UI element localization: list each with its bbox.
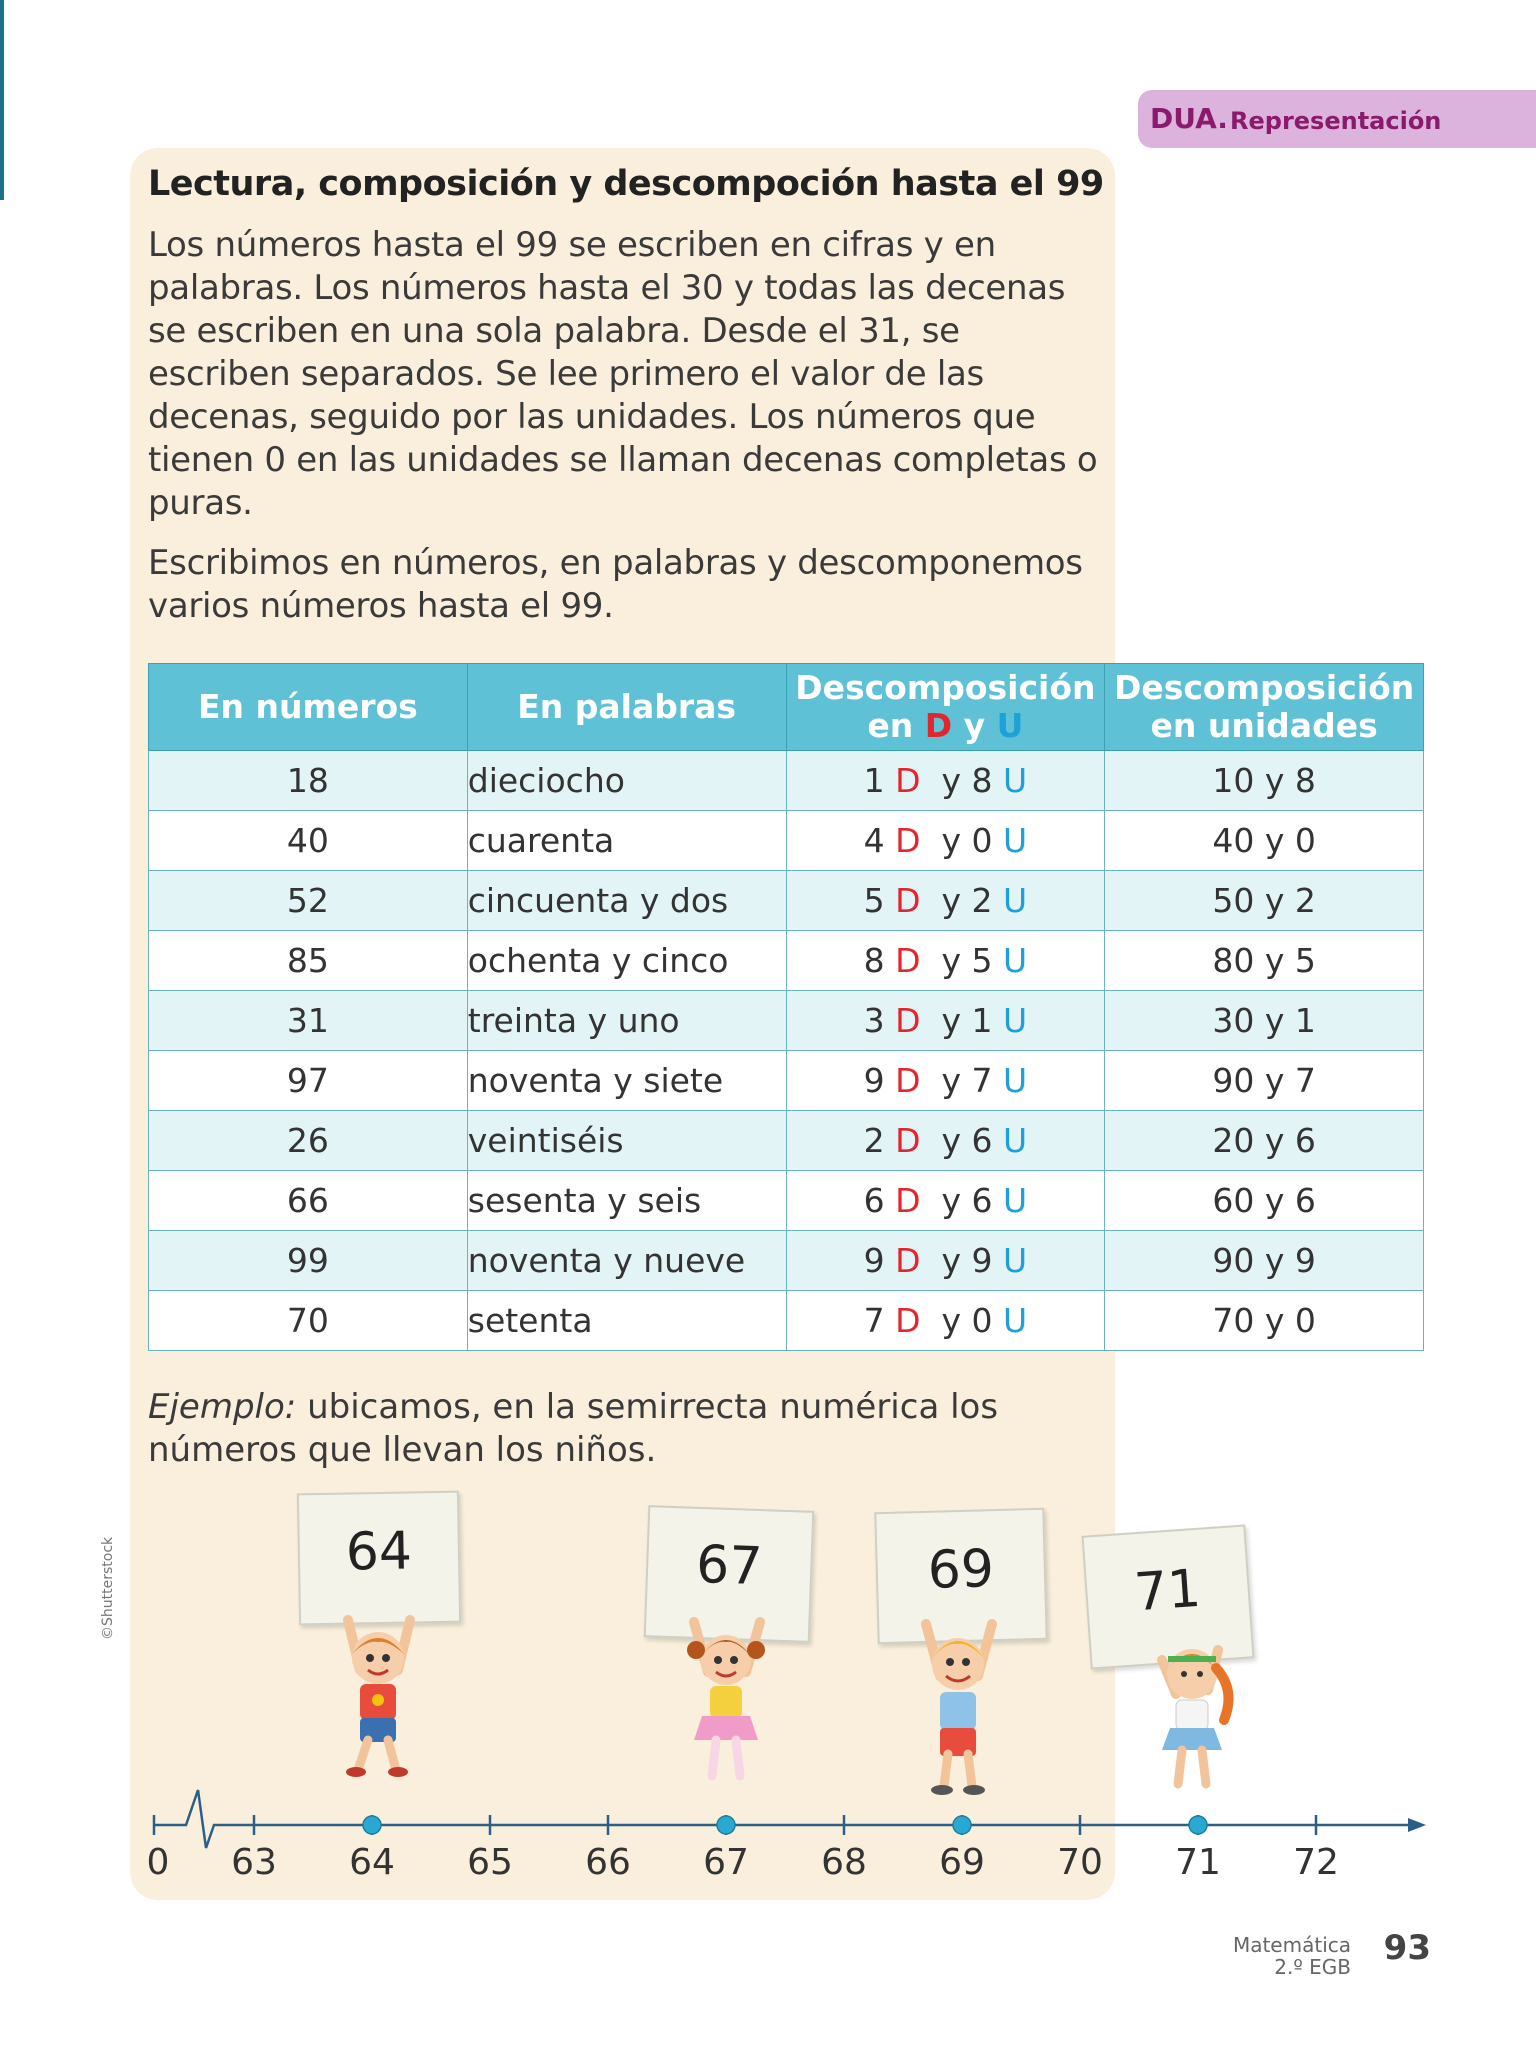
- cell-words: ochenta y cinco: [467, 931, 786, 991]
- header-decomp-du-en: en: [867, 706, 914, 745]
- d-label: D: [895, 1301, 921, 1340]
- numbers-table: [148, 663, 1424, 1351]
- sign-71: 71: [1082, 1524, 1255, 1669]
- u-label: U: [1003, 1301, 1028, 1340]
- cell-decomp-units: 40 y 0: [1105, 811, 1424, 871]
- footer-subject: [1233, 1934, 1351, 1978]
- cell-words: cuarenta: [467, 811, 786, 871]
- cell-words: cincuenta y dos: [467, 871, 786, 931]
- cell-decomp-units: 90 y 9: [1105, 1231, 1424, 1291]
- cell-words: sesenta y seis: [467, 1171, 786, 1231]
- units-value: 6: [971, 1181, 993, 1220]
- y-label: y: [941, 881, 962, 920]
- image-credit: ©Shutterstock: [100, 1536, 116, 1640]
- y-label: y: [941, 1121, 962, 1160]
- tick-label-68: 68: [821, 1842, 867, 1883]
- cell-words: treinta y uno: [467, 991, 786, 1051]
- header-decomp-units-line2: en unidades: [1150, 706, 1378, 745]
- cell-decomp-units: 70 y 0: [1105, 1291, 1424, 1351]
- cell-decomp-du: [786, 751, 1105, 811]
- y-label: y: [941, 1181, 962, 1220]
- dua-tag: [1138, 90, 1536, 148]
- cell-decomp-units: 10 y 8: [1105, 751, 1424, 811]
- header-y-label: y: [963, 706, 986, 745]
- u-label: U: [1003, 1001, 1028, 1040]
- header-d-label: D: [924, 706, 953, 745]
- tick-label-71: 71: [1175, 1842, 1221, 1883]
- example-body: ubicamos, en la semirrecta numérica los números que llevan los niños.: [148, 1387, 999, 1470]
- units-value: 9: [971, 1241, 993, 1280]
- tick-label-65: 65: [467, 1842, 513, 1883]
- marker-64: [363, 1816, 381, 1834]
- cell-decomp-units: 50 y 2: [1105, 871, 1424, 931]
- d-label: D: [895, 1181, 921, 1220]
- cell-number: 99: [149, 1231, 468, 1291]
- cell-words: noventa y siete: [467, 1051, 786, 1111]
- table-row: [149, 871, 1424, 931]
- u-label: U: [1003, 941, 1028, 980]
- cell-decomp-du: [786, 1051, 1105, 1111]
- number-line-group: [154, 1790, 1426, 1848]
- header-decomp-du: [786, 664, 1105, 751]
- table-body: [149, 751, 1424, 1351]
- d-label: D: [895, 1121, 921, 1160]
- tens-value: 9: [863, 1241, 885, 1280]
- units-value: 6: [971, 1121, 993, 1160]
- y-label: y: [941, 1061, 962, 1100]
- y-label: y: [941, 821, 962, 860]
- cell-decomp-units: 90 y 7: [1105, 1051, 1424, 1111]
- table-row: [149, 1291, 1424, 1351]
- units-value: 0: [971, 1301, 993, 1340]
- tens-value: 1: [863, 761, 885, 800]
- tick-label-67: 67: [703, 1842, 749, 1883]
- cell-decomp-du: [786, 1291, 1105, 1351]
- cell-decomp-du: [786, 1171, 1105, 1231]
- table-row: [149, 1231, 1424, 1291]
- kid-illustration-2: [666, 1610, 786, 1790]
- sign-67: 67: [644, 1505, 815, 1643]
- page-edge-line: [0, 0, 4, 200]
- header-decomp-units: [1105, 664, 1424, 751]
- footer-grade: 2.º EGB: [1274, 1955, 1351, 1979]
- cell-decomp-du: [786, 991, 1105, 1051]
- header-words: En palabras: [467, 664, 786, 751]
- cell-number: 18: [149, 751, 468, 811]
- u-label: U: [1003, 821, 1028, 860]
- d-label: D: [895, 1241, 921, 1280]
- cell-number: 26: [149, 1111, 468, 1171]
- d-label: D: [895, 761, 921, 800]
- header-numbers: En números: [149, 664, 468, 751]
- cell-decomp-units: 80 y 5: [1105, 931, 1424, 991]
- cell-number: 66: [149, 1171, 468, 1231]
- u-label: U: [1003, 1061, 1028, 1100]
- sign-69: 69: [874, 1508, 1047, 1644]
- tick-label-zero: 0: [146, 1842, 170, 1883]
- y-label: y: [941, 941, 962, 980]
- tens-value: 4: [863, 821, 885, 860]
- table-row: [149, 931, 1424, 991]
- cell-number: 97: [149, 1051, 468, 1111]
- example-label: Ejemplo:: [148, 1387, 297, 1427]
- kid-illustration-3: [898, 1614, 1018, 1800]
- units-value: 1: [971, 1001, 993, 1040]
- tens-value: 3: [863, 1001, 885, 1040]
- cell-number: 85: [149, 931, 468, 991]
- header-u-label: U: [996, 706, 1024, 745]
- d-label: D: [895, 821, 921, 860]
- units-value: 0: [971, 821, 993, 860]
- cell-decomp-du: [786, 1231, 1105, 1291]
- tick-label-63: 63: [231, 1842, 277, 1883]
- number-line: [0, 1780, 1536, 1850]
- tick-label-72: 72: [1293, 1842, 1339, 1883]
- y-label: y: [941, 1241, 962, 1280]
- table-row: [149, 1171, 1424, 1231]
- cell-decomp-du: [786, 931, 1105, 991]
- u-label: U: [1003, 761, 1028, 800]
- table-row: [149, 811, 1424, 871]
- marker-69: [953, 1816, 971, 1834]
- header-decomp-du-line1: Descomposición: [795, 668, 1096, 707]
- y-label: y: [941, 1001, 962, 1040]
- tens-value: 2: [863, 1121, 885, 1160]
- tens-value: 5: [863, 881, 885, 920]
- cell-words: veintiséis: [467, 1111, 786, 1171]
- units-value: 2: [971, 881, 993, 920]
- units-value: 8: [971, 761, 993, 800]
- page-number: 93: [1383, 1928, 1431, 1968]
- d-label: D: [895, 1001, 921, 1040]
- u-label: U: [1003, 1241, 1028, 1280]
- tens-value: 6: [863, 1181, 885, 1220]
- y-label: y: [941, 1301, 962, 1340]
- kid-illustration-1: [318, 1610, 438, 1780]
- table-row: [149, 991, 1424, 1051]
- footer-subject-name: Matemática: [1232, 1933, 1351, 1957]
- marker-67: [717, 1816, 735, 1834]
- dua-tag-text: Representación: [1230, 107, 1442, 135]
- axis-break: [154, 1790, 1410, 1848]
- cell-decomp-units: 20 y 6: [1105, 1111, 1424, 1171]
- cell-words: dieciocho: [467, 751, 786, 811]
- cell-number: 31: [149, 991, 468, 1051]
- example-text: [148, 1386, 1048, 1472]
- cell-decomp-units: 30 y 1: [1105, 991, 1424, 1051]
- kid-illustration-4: [1132, 1620, 1252, 1800]
- marker-71: [1189, 1816, 1207, 1834]
- cell-number: 52: [149, 871, 468, 931]
- y-label: y: [941, 761, 962, 800]
- d-label: D: [895, 941, 921, 980]
- axis-arrow: [1408, 1818, 1426, 1832]
- tens-value: 9: [863, 1061, 885, 1100]
- u-label: U: [1003, 1121, 1028, 1160]
- table-row: [149, 751, 1424, 811]
- cell-number: 40: [149, 811, 468, 871]
- tick-label-64: 64: [349, 1842, 395, 1883]
- d-label: D: [895, 881, 921, 920]
- u-label: U: [1003, 881, 1028, 920]
- d-label: D: [895, 1061, 921, 1100]
- tens-value: 8: [863, 941, 885, 980]
- instruction-paragraph: Escribimos en números, en palabras y descomponemos varios números hasta el 99.: [148, 543, 1083, 626]
- sign-64: 64: [297, 1491, 461, 1626]
- table-row: [149, 1111, 1424, 1171]
- cell-decomp-units: 60 y 6: [1105, 1171, 1424, 1231]
- intro-paragraph: Los números hasta el 99 se escriben en cifras y en palabras. Los números hasta el 30 y todas las decenas se escriben en una sola palabra. Desde el 31, se escriben separados. Se lee primero el valor de las decenas, seguido por las unidades. Los números que tienen 0 en las unidades se llaman decenas completas o puras.: [148, 225, 1098, 523]
- table-row: [149, 1051, 1424, 1111]
- cell-number: 70: [149, 1291, 468, 1351]
- cell-decomp-du: [786, 811, 1105, 871]
- units-value: 7: [971, 1061, 993, 1100]
- page-title: Lectura, composición y descompoción hasta el 99: [148, 164, 1104, 204]
- table-header-row: [149, 664, 1424, 751]
- header-decomp-units-line1: Descomposición: [1113, 668, 1415, 707]
- tick-label-69: 69: [939, 1842, 985, 1883]
- tick-label-66: 66: [585, 1842, 631, 1883]
- tens-value: 7: [863, 1301, 885, 1340]
- cell-words: setenta: [467, 1291, 786, 1351]
- units-value: 5: [971, 941, 993, 980]
- tick-label-70: 70: [1057, 1842, 1103, 1883]
- cell-words: noventa y nueve: [467, 1231, 786, 1291]
- dua-tag-bold: DUA.: [1150, 102, 1228, 135]
- cell-decomp-du: [786, 871, 1105, 931]
- cell-decomp-du: [786, 1111, 1105, 1171]
- u-label: U: [1003, 1181, 1028, 1220]
